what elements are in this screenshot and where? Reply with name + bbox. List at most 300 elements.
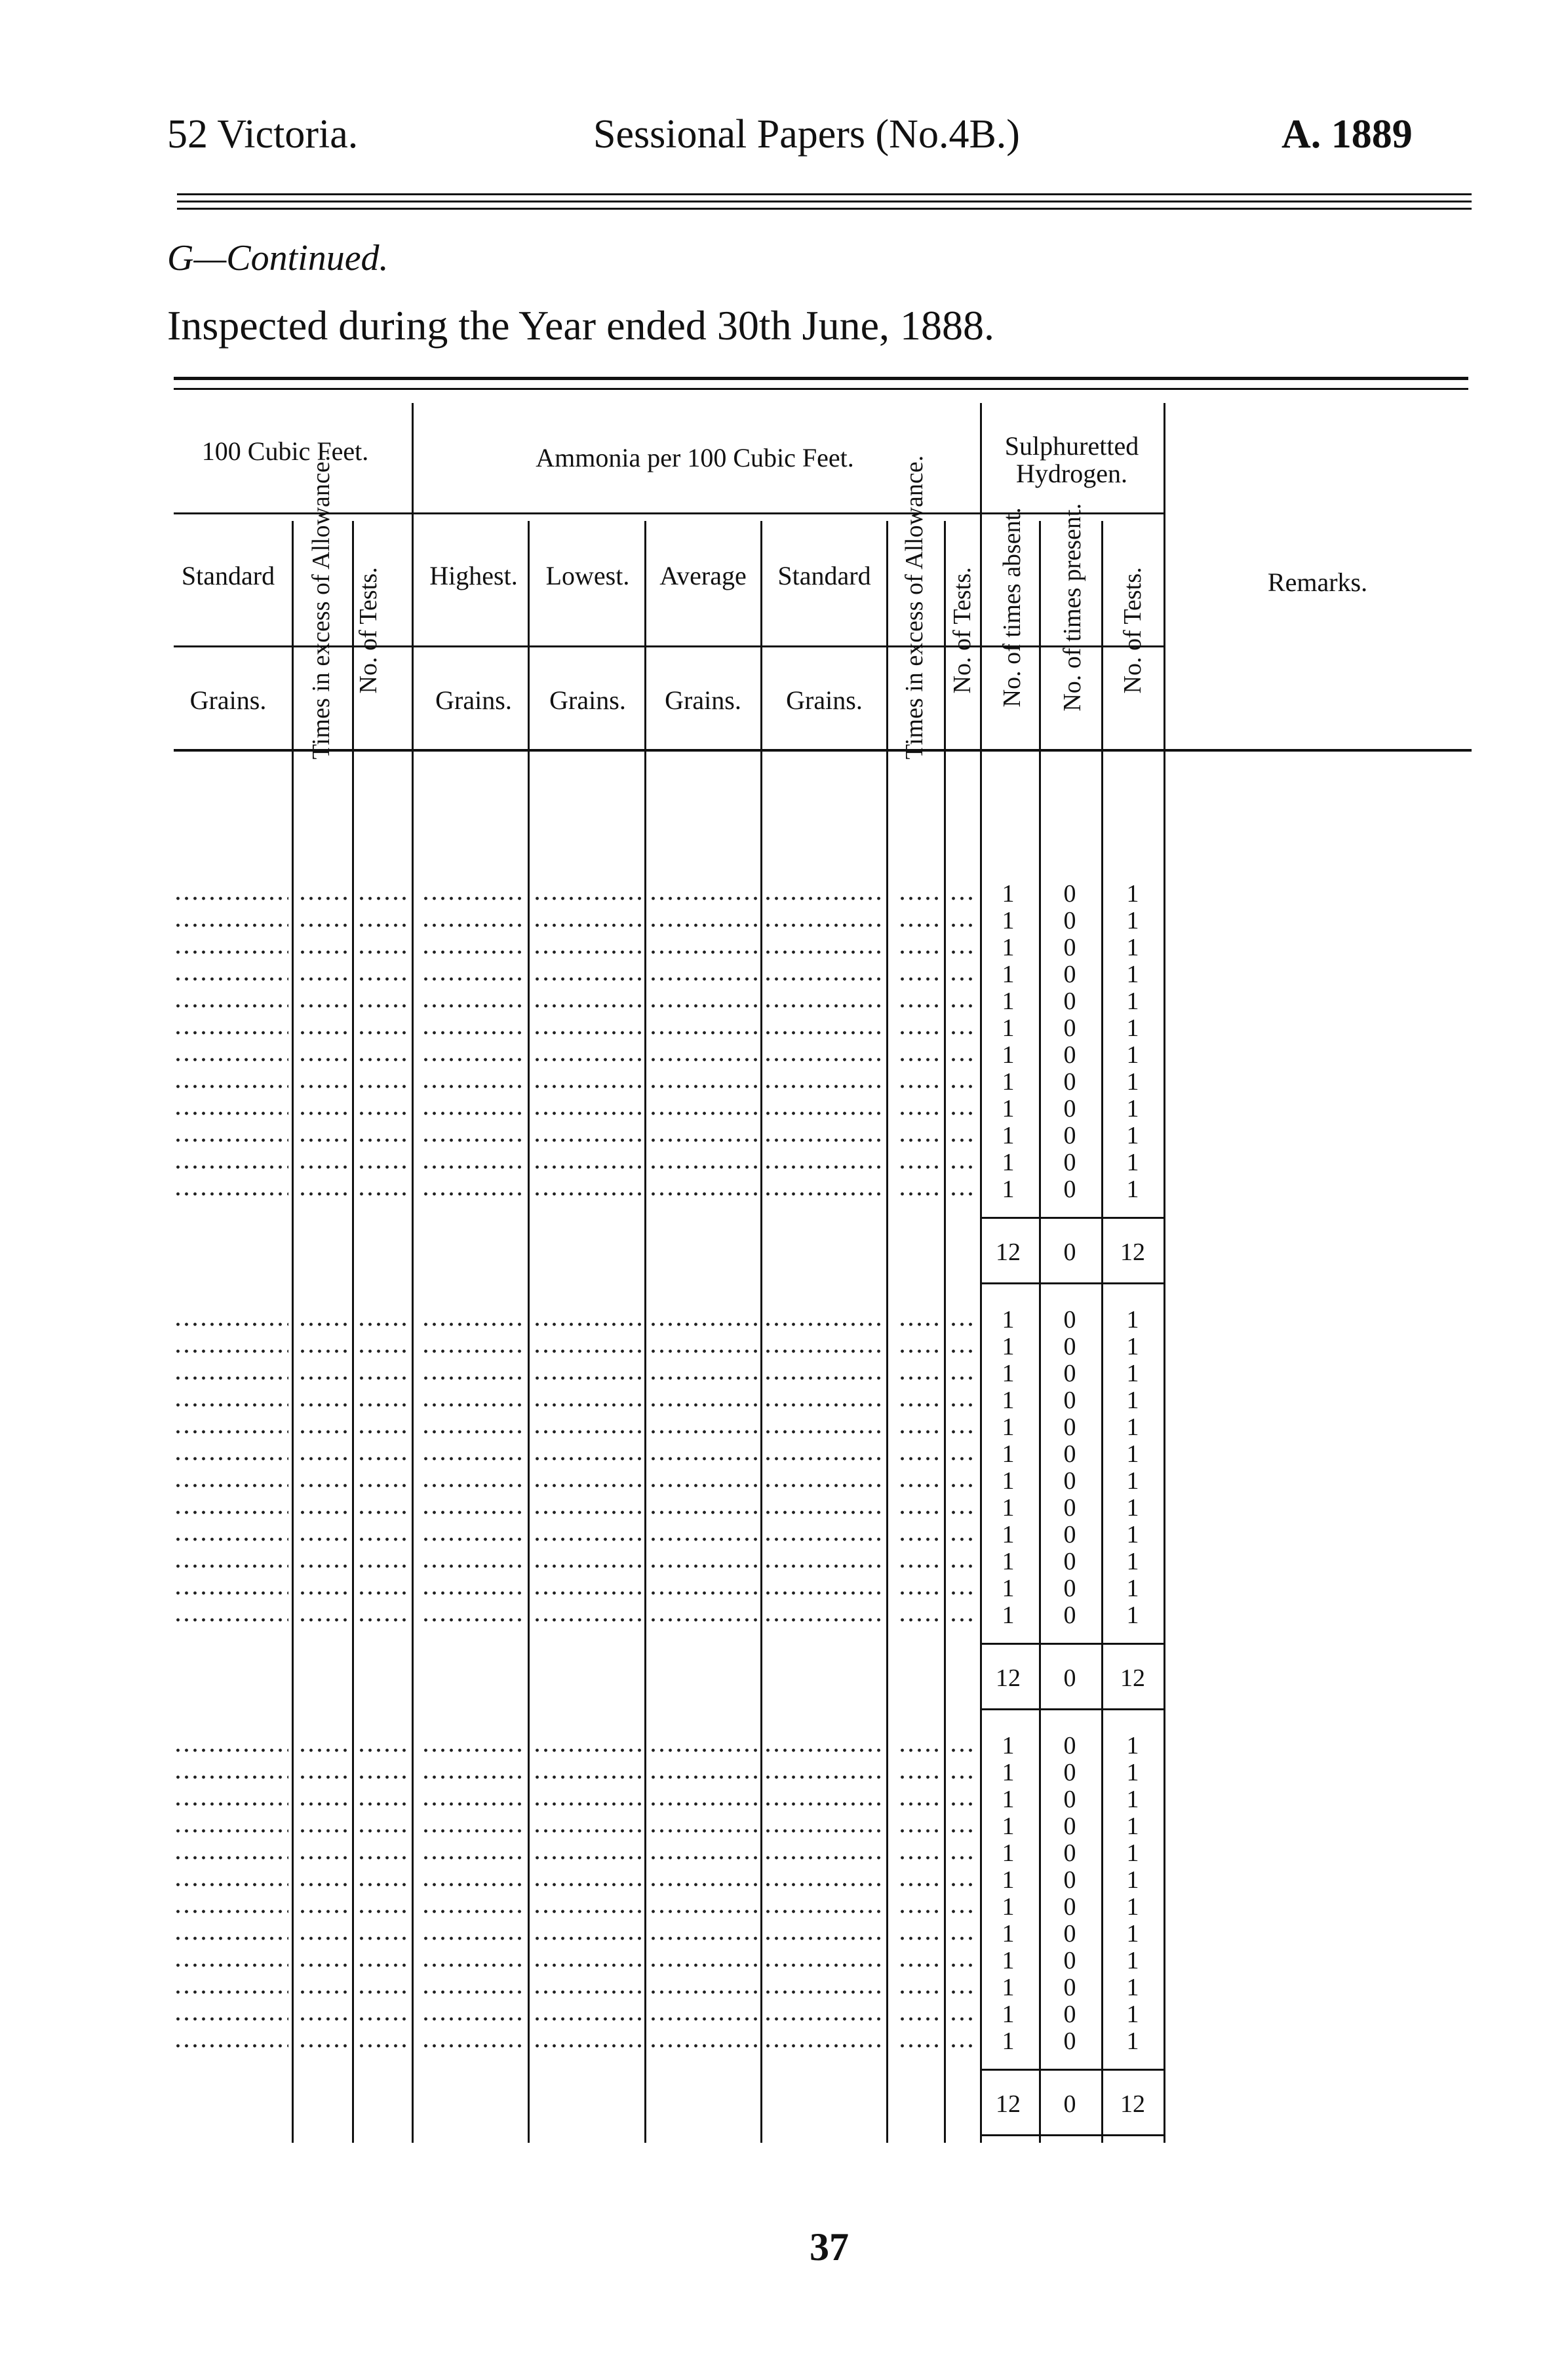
dot-leader (533, 1164, 641, 1170)
group-header-sulphuretted: Sulphuretted Hydrogen. (1004, 431, 1139, 488)
cell-tests: 1 (1126, 1467, 1139, 1495)
unit-grains-average: Grains. (665, 685, 741, 715)
cell-absent: 1 (1002, 1440, 1015, 1468)
col-average: Average (659, 561, 747, 590)
total-absent: 12 (996, 1238, 1021, 1266)
dot-leader (357, 1030, 408, 1035)
dot-leader (421, 2016, 524, 2022)
dot-leader (764, 976, 882, 982)
dot-leader (898, 1909, 941, 1914)
dot-leader (898, 1537, 941, 1542)
dot-leader (421, 1989, 524, 1995)
dot-leader (421, 1882, 524, 1887)
dot-leader (357, 1989, 408, 1995)
dot-leader (949, 1801, 975, 1807)
dot-leader (421, 1402, 524, 1408)
dot-leader (649, 1775, 757, 1780)
cell-present: 0 (1063, 1095, 1076, 1123)
dot-leader (898, 950, 941, 955)
dot-leader (898, 1855, 941, 1860)
col-rule-8 (944, 521, 946, 2143)
cell-present: 0 (1063, 1786, 1076, 1813)
dot-leader (764, 1483, 882, 1488)
dot-leader (764, 1456, 882, 1461)
dot-leader (898, 1057, 941, 1062)
dot-leader (649, 1537, 757, 1542)
cell-absent: 1 (1002, 1575, 1015, 1602)
dot-leader (298, 1617, 349, 1622)
cell-absent: 1 (1002, 934, 1015, 961)
dot-leader (298, 1375, 349, 1381)
col-present: No. of times present. (1059, 503, 1087, 712)
cell-present: 0 (1063, 2027, 1076, 2055)
dot-leader (649, 976, 757, 982)
dot-leader (764, 1855, 882, 1860)
dot-leader (898, 2043, 941, 2048)
dot-leader (174, 1322, 288, 1327)
cell-absent: 1 (1002, 1176, 1015, 1203)
dot-leader (533, 1510, 641, 1515)
dot-leader (174, 1564, 288, 1569)
total-rule-top (980, 1217, 1165, 1219)
dot-leader (764, 1909, 882, 1914)
dot-leader (949, 1402, 975, 1408)
dot-leader (421, 1590, 524, 1596)
col-rule-10 (1039, 521, 1041, 2143)
dot-leader (898, 1564, 941, 1569)
cell-absent: 1 (1002, 1839, 1015, 1867)
dot-leader (533, 2043, 641, 2048)
dot-leader (764, 1191, 882, 1197)
dot-leader (421, 1084, 524, 1089)
dot-leader (764, 1164, 882, 1170)
dot-leader (357, 1111, 408, 1116)
dot-leader (898, 1456, 941, 1461)
dot-leader (174, 1030, 288, 1035)
dot-leader (764, 1138, 882, 1143)
dot-leader (764, 1775, 882, 1780)
cell-absent: 1 (1002, 1602, 1015, 1629)
dot-leader (764, 1801, 882, 1807)
dot-leader (898, 1510, 941, 1515)
dot-leader (949, 2043, 975, 2048)
dot-leader (533, 1111, 641, 1116)
dot-leader (533, 1801, 641, 1807)
dot-leader (421, 1429, 524, 1434)
dot-leader (421, 1030, 524, 1035)
dot-leader (533, 1003, 641, 1008)
dot-leader (174, 1456, 288, 1461)
dot-leader (533, 1936, 641, 1941)
dot-leader (949, 1456, 975, 1461)
dot-leader (898, 1164, 941, 1170)
dot-leader (649, 1456, 757, 1461)
group-header-ammonia: Ammonia per 100 Cubic Feet. (536, 443, 854, 472)
dot-leader (764, 2016, 882, 2022)
dot-leader (174, 1963, 288, 1968)
dot-leader (421, 1617, 524, 1622)
cell-absent: 1 (1002, 1521, 1015, 1548)
dot-leader (421, 1483, 524, 1488)
dot-leader (898, 896, 941, 901)
dot-leader (174, 1989, 288, 1995)
dot-leader (298, 1510, 349, 1515)
dot-leader (949, 1057, 975, 1062)
dot-leader (533, 1989, 641, 1995)
cell-absent: 1 (1002, 1786, 1015, 1813)
header-right: A. 1889 (1281, 112, 1413, 157)
total-absent: 12 (996, 2090, 1021, 2118)
dot-leader (357, 1164, 408, 1170)
cell-present: 0 (1063, 1068, 1076, 1096)
dot-leader (764, 1989, 882, 1995)
cell-absent: 1 (1002, 1920, 1015, 1948)
dot-leader (357, 2043, 408, 2048)
dot-leader (298, 1882, 349, 1887)
cell-tests: 1 (1126, 1786, 1139, 1813)
dot-leader (649, 1748, 757, 1753)
dot-leader (898, 1429, 941, 1434)
dot-leader (898, 1003, 941, 1008)
dot-leader (298, 1855, 349, 1860)
dot-leader (174, 1349, 288, 1354)
dot-leader (649, 1084, 757, 1089)
cell-tests: 1 (1126, 1575, 1139, 1602)
unit-grains-lowest: Grains. (549, 685, 626, 715)
cell-absent: 1 (1002, 1866, 1015, 1894)
col-rule-2 (352, 521, 354, 2143)
cell-tests: 1 (1126, 1866, 1139, 1894)
dot-leader (949, 1775, 975, 1780)
dot-leader (649, 1164, 757, 1170)
dot-leader (949, 923, 975, 928)
dot-leader (298, 2016, 349, 2022)
cell-present: 0 (1063, 1575, 1076, 1602)
cell-tests: 1 (1126, 2027, 1139, 2055)
dot-leader (298, 1429, 349, 1434)
dot-leader (764, 1111, 882, 1116)
cell-absent: 1 (1002, 1095, 1015, 1123)
cell-absent: 1 (1002, 1306, 1015, 1334)
dot-leader (533, 1828, 641, 1833)
page-number: 37 (810, 2225, 849, 2269)
dot-leader (949, 896, 975, 901)
dot-leader (649, 1375, 757, 1381)
dot-leader (949, 950, 975, 955)
dot-leader (898, 2016, 941, 2022)
col-tests-1: No. of Tests. (355, 567, 382, 694)
dot-leader (764, 896, 882, 901)
dot-leader (298, 896, 349, 901)
dot-leader (298, 1775, 349, 1780)
dot-leader (533, 1456, 641, 1461)
cell-present: 0 (1063, 1387, 1076, 1414)
dot-leader (421, 1963, 524, 1968)
dot-leader (764, 1828, 882, 1833)
dot-leader (533, 1564, 641, 1569)
dot-leader (357, 1483, 408, 1488)
dot-leader (174, 1590, 288, 1596)
cell-present: 0 (1063, 1413, 1076, 1441)
dot-leader (357, 1084, 408, 1089)
dot-leader (533, 923, 641, 928)
cell-tests: 1 (1126, 1014, 1139, 1042)
col-highest: Highest. (429, 561, 518, 590)
dot-leader (949, 1590, 975, 1596)
cell-tests: 1 (1126, 1440, 1139, 1468)
dot-leader (649, 1989, 757, 1995)
header-rule-3 (177, 208, 1472, 210)
dot-leader (649, 1057, 757, 1062)
dot-leader (421, 1936, 524, 1941)
dot-leader (357, 950, 408, 955)
cell-absent: 1 (1002, 1893, 1015, 1921)
dot-leader (533, 2016, 641, 2022)
total-rule-top (980, 2069, 1165, 2071)
dot-leader (174, 1164, 288, 1170)
dot-leader (649, 1801, 757, 1807)
dot-leader (174, 1537, 288, 1542)
dot-leader (298, 1084, 349, 1089)
dot-leader (949, 1617, 975, 1622)
dot-leader (949, 1828, 975, 1833)
dot-leader (764, 1375, 882, 1381)
dot-leader (421, 923, 524, 928)
dot-leader (764, 1402, 882, 1408)
dot-leader (357, 976, 408, 982)
dot-leader (357, 2016, 408, 2022)
dot-leader (357, 1564, 408, 1569)
cell-present: 0 (1063, 988, 1076, 1015)
dot-leader (764, 1510, 882, 1515)
cell-tests: 1 (1126, 907, 1139, 934)
dot-leader (764, 1084, 882, 1089)
dot-leader (533, 1322, 641, 1327)
cell-tests: 1 (1126, 1333, 1139, 1360)
col-absent: No. of times absent. (998, 507, 1027, 708)
cell-present: 0 (1063, 1839, 1076, 1867)
dot-leader (421, 1537, 524, 1542)
dot-leader (357, 1909, 408, 1914)
dot-leader (898, 1483, 941, 1488)
dot-leader (649, 1936, 757, 1941)
dot-leader (949, 1537, 975, 1542)
dot-leader (949, 1375, 975, 1381)
dot-leader (533, 1349, 641, 1354)
dot-leader (421, 1748, 524, 1753)
dot-leader (174, 1828, 288, 1833)
dot-leader (533, 1775, 641, 1780)
table-top-rule-2 (174, 388, 1468, 390)
dot-leader (298, 1963, 349, 1968)
dot-leader (649, 2016, 757, 2022)
dot-leader (421, 1510, 524, 1515)
dot-leader (949, 1510, 975, 1515)
dot-leader (949, 1191, 975, 1197)
dot-leader (764, 950, 882, 955)
dot-leader (764, 1003, 882, 1008)
cell-absent: 1 (1002, 1122, 1015, 1149)
dot-leader (357, 1775, 408, 1780)
dot-leader (649, 1510, 757, 1515)
dot-leader (649, 1963, 757, 1968)
cell-absent: 1 (1002, 1041, 1015, 1069)
dot-leader (533, 1537, 641, 1542)
dot-leader (764, 1322, 882, 1327)
cell-absent: 1 (1002, 1494, 1015, 1522)
cell-present: 0 (1063, 1548, 1076, 1575)
unit-grains-1: Grains. (189, 685, 267, 715)
dot-leader (898, 1191, 941, 1197)
cell-absent: 1 (1002, 1467, 1015, 1495)
dot-leader (174, 1909, 288, 1914)
cell-present: 0 (1063, 1333, 1076, 1360)
dot-leader (298, 1003, 349, 1008)
dot-leader (533, 1882, 641, 1887)
dot-leader (533, 1375, 641, 1381)
dot-leader (949, 1936, 975, 1941)
dot-leader (898, 1963, 941, 1968)
cell-absent: 1 (1002, 2001, 1015, 2028)
dot-leader (649, 950, 757, 955)
total-tests: 12 (1120, 2090, 1145, 2118)
dot-leader (898, 1030, 941, 1035)
dot-leader (421, 1456, 524, 1461)
total-present: 0 (1063, 2090, 1076, 2118)
dot-leader (898, 976, 941, 982)
dot-leader (533, 950, 641, 955)
dot-leader (421, 1138, 524, 1143)
dot-leader (174, 950, 288, 955)
total-rule-top (980, 1643, 1165, 1645)
dot-leader (533, 1138, 641, 1143)
cell-present: 0 (1063, 2001, 1076, 2028)
total-absent: 12 (996, 1664, 1021, 1692)
dot-leader (357, 1057, 408, 1062)
dot-leader (764, 1564, 882, 1569)
total-rule-bottom (980, 1708, 1165, 1710)
dot-leader (421, 1322, 524, 1327)
dot-leader (357, 923, 408, 928)
dot-leader (174, 1111, 288, 1116)
dot-leader (649, 1429, 757, 1434)
total-present: 0 (1063, 1664, 1076, 1692)
dot-leader (949, 1882, 975, 1887)
dot-leader (764, 1590, 882, 1596)
cell-present: 0 (1063, 907, 1076, 934)
cell-tests: 1 (1126, 1759, 1139, 1786)
dot-leader (649, 2043, 757, 2048)
dot-leader (764, 1349, 882, 1354)
dot-leader (764, 1882, 882, 1887)
dot-leader (533, 1084, 641, 1089)
dot-leader (949, 976, 975, 982)
dot-leader (174, 1191, 288, 1197)
dot-leader (949, 2016, 975, 2022)
cell-present: 0 (1063, 1494, 1076, 1522)
cell-present: 0 (1063, 1521, 1076, 1548)
cell-tests: 1 (1126, 1893, 1139, 1921)
dot-leader (174, 1748, 288, 1753)
cell-present: 0 (1063, 1176, 1076, 1203)
dot-leader (764, 1537, 882, 1542)
dot-leader (298, 1936, 349, 1941)
dot-leader (298, 2043, 349, 2048)
dot-leader (298, 1030, 349, 1035)
dot-leader (649, 1855, 757, 1860)
cell-absent: 1 (1002, 1413, 1015, 1441)
cell-tests: 1 (1126, 1494, 1139, 1522)
cell-present: 0 (1063, 1759, 1076, 1786)
dot-leader (298, 1483, 349, 1488)
dot-leader (649, 1191, 757, 1197)
total-tests: 12 (1120, 1664, 1145, 1692)
dot-leader (649, 1349, 757, 1354)
dot-leader (421, 1564, 524, 1569)
dot-leader (764, 923, 882, 928)
dot-leader (649, 1030, 757, 1035)
cell-tests: 1 (1126, 961, 1139, 988)
cell-tests: 1 (1126, 1068, 1139, 1096)
dot-leader (357, 1349, 408, 1354)
cell-present: 0 (1063, 1467, 1076, 1495)
dot-leader (533, 1483, 641, 1488)
col-rule-9 (980, 403, 982, 2143)
header-rule-1 (177, 193, 1472, 195)
cell-absent: 1 (1002, 1548, 1015, 1575)
dot-leader (421, 950, 524, 955)
dot-leader (174, 1882, 288, 1887)
cell-absent: 1 (1002, 961, 1015, 988)
dot-leader (421, 896, 524, 901)
dot-leader (298, 1322, 349, 1327)
cell-absent: 1 (1002, 1813, 1015, 1840)
cell-tests: 1 (1126, 1041, 1139, 1069)
dot-leader (357, 896, 408, 901)
dot-leader (533, 1191, 641, 1197)
dot-leader (357, 1855, 408, 1860)
dot-leader (298, 1111, 349, 1116)
dot-leader (298, 976, 349, 982)
dot-leader (949, 1564, 975, 1569)
cell-tests: 1 (1126, 1387, 1139, 1414)
cell-absent: 1 (1002, 1759, 1015, 1786)
cell-present: 0 (1063, 1947, 1076, 1974)
dot-leader (898, 1349, 941, 1354)
dot-leader (298, 1537, 349, 1542)
dot-leader (949, 1003, 975, 1008)
col-rule-7 (886, 521, 888, 2143)
dot-leader (764, 1057, 882, 1062)
dot-leader (357, 1617, 408, 1622)
dot-leader (174, 1402, 288, 1408)
dot-leader (649, 1322, 757, 1327)
dot-leader (764, 1936, 882, 1941)
dot-leader (649, 923, 757, 928)
cell-present: 0 (1063, 1866, 1076, 1894)
dot-leader (533, 1402, 641, 1408)
dot-leader (298, 1909, 349, 1914)
cell-absent: 1 (1002, 1360, 1015, 1387)
dot-leader (421, 1775, 524, 1780)
dot-leader (421, 1003, 524, 1008)
dot-leader (898, 1989, 941, 1995)
cell-tests: 1 (1126, 934, 1139, 961)
dot-leader (174, 1084, 288, 1089)
dot-leader (649, 1909, 757, 1914)
dot-leader (764, 1030, 882, 1035)
cell-present: 0 (1063, 1360, 1076, 1387)
